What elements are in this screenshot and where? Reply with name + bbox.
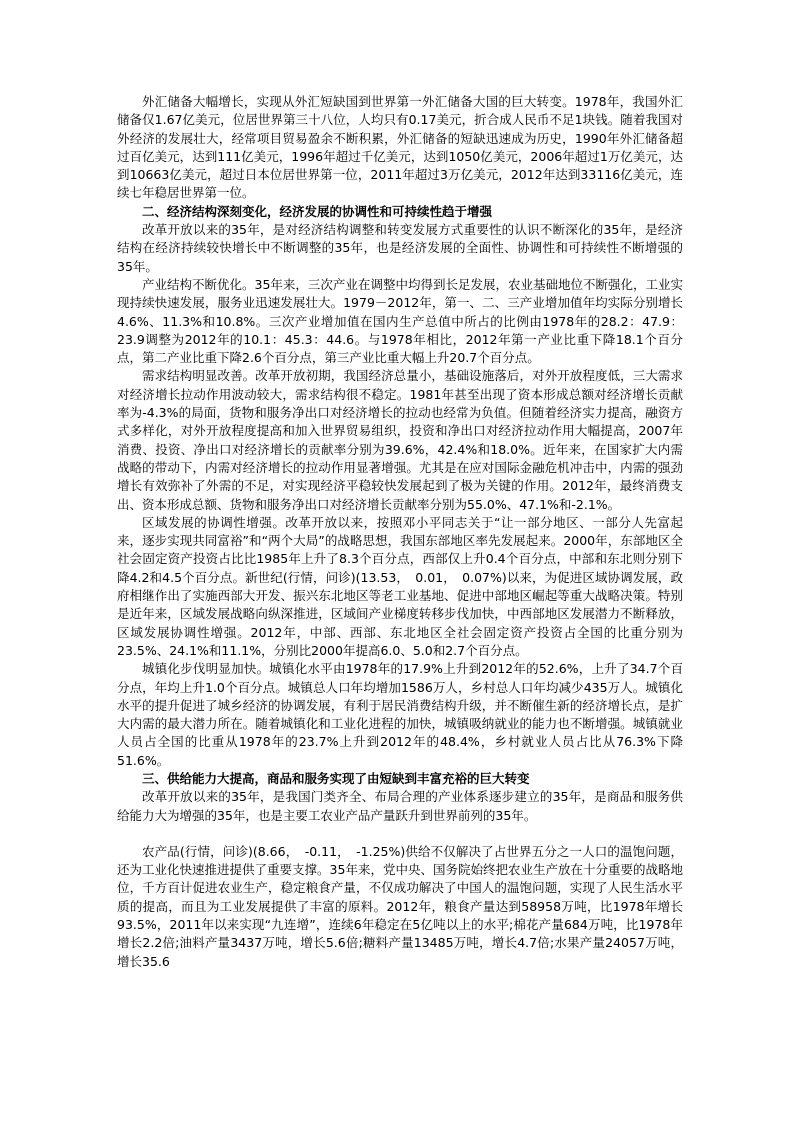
- paragraph-agricultural-products: 农产品(行情，问诊)(8.66， -0.11， -1.25%)供给不仅解决了占世界五分之一人口的温饱问题，还为工业化快速推进提供了重要支撑。35年来，党中央、国务院始终把农业生产放在十分重要的战略地位，千方百计促进农业生产，稳定粮食产量，不仅成功解决了中国人的温饱问题，实现了人民生活水平质的提高，而且为工业发展提供了丰富的原料。2012年，粮食产量达到58958万吨，比1978年增长93.5%，2011年以来实现“九连增”，连续6年稳定在5亿吨以上的水平;棉花产量684万吨，比1978年增长2.2倍;油料产量3437万吨，增长5.6倍;糖料产量13485万吨，增长4.7倍;水果产量24057万吨，增长35.6: [117, 843, 683, 969]
- paragraph-urbanization: 城镇化步伐明显加快。城镇化水平由1978年的17.9%上升到2012年的52.6%，上升了34.7个百分点，年均上升1.0个百分点。城镇总人口年均增加1586万人，乡村总人口年均减少435万人。城镇化水平的提升促进了城乡经济的协调发展，有利于居民消费结构升级，并不断催生新的经济增长点，是扩大内需的最大潜力所在。随着城镇化和工业化进程的加快，城镇吸纳就业的能力也不断增强。城镇就业人员占全国的比重从1978年的23.7%上升到2012年的48.4%，乡村就业人员占比从76.3%下降51.6%。: [117, 661, 683, 768]
- paragraph-demand-structure: 需求结构明显改善。改革开放初期，我国经济总量小，基础设施落后，对外开放程度低，三大需求对经济增长拉动作用波动较大，需求结构很不稳定。1981年甚至出现了资本形成总额对经济增长贡献率为-4.3%的局面，货物和服务净出口对经济增长的拉动也经常为负值。但随着经济实力提高，融资方式多样化，对外开放程度提高和加入世界贸易组织，投资和净出口对经济拉动作用大幅提高，2007年消费、投资、净出口对经济增长的贡献率分别为39.6%，42.4%和18.0%。近年来，在国家扩大内需战略的带动下，内需对经济增长的拉动作用显著增强。尤其是在应对国际金融危机冲击中，内需的强劲增长有效弥补了外需的不足，对实现经济平稳较快发展起到了极为关键的作用。2012年，最终消费支出、资本形成总额、货物和服务净出口对经济增长贡献率分别为55.0%、47.1%和-2.1%。: [117, 368, 683, 512]
- paragraph-forex-reserves: 外汇储备大幅增长，实现从外汇短缺国到世界第一外汇储备大国的巨大转变。1978年，我国外汇储备仅1.67亿美元，位居世界第三十八位，人均只有0.17美元，折合成人民币不足1块钱。随着我国对外经济的发展壮大，经常项目贸易盈余不断积累，外汇储备的短缺迅速成为历史，1990年外汇储备超过百亿美元，达到111亿美元，1996年超过千亿美元，达到1050亿美元，2006年超过1万亿美元，达到10663亿美元，超过日本位居世界第一位，2011年超过3万亿美元，2012年达到33116亿美元，连续七年稳居世界第一位。: [117, 94, 683, 201]
- section-heading-supply-capacity: 三、供给能力大提高，商品和服务实现了由短缺到丰富充裕的巨大转变: [142, 770, 530, 786]
- paragraph-spacer: [117, 825, 683, 843]
- document-page: [117, 93, 683, 971]
- paragraph-structure-intro: 改革开放以来的35年，是对经济结构调整和转变发展方式重要性的认识不断深化的35年，是经济结构在经济持续较快增长中不断调整的35年，也是经济发展的全面性、协调性和可持续性不断增强的35年。: [117, 222, 683, 274]
- paragraph-industrial-structure: 产业结构不断优化。35年来，三次产业在调整中均得到长足发展，农业基础地位不断强化，工业实现持续快速发展，服务业迅速发展壮大。1979－2012年，第一、二、三产业增加值年均实际分别增长4.6%、11.3%和10.8%。三次产业增加值在国内生产总值中所占的比例由1978年的28.2：47.9：23.9调整为2012年的10.1：45.3：44.6。与1978年相比，2012年第一产业比重下降18.1个百分点，第二产业比重下降2.6个百分点，第三产业比重大幅上升20.7个百分点。: [117, 276, 683, 366]
- paragraph-supply-intro: 改革开放以来的35年，是我国门类齐全、布局合理的产业体系逐步建立的35年，是商品和服务供给能力大为增强的35年，也是主要工农业产品产量跃升到世界前列的35年。: [117, 789, 683, 823]
- section-heading-economic-structure: 二、经济结构深刻变化，经济发展的协调性和可持续性趋于增强: [142, 203, 493, 219]
- paragraph-regional-development: 区域发展的协调性增强。改革开放以来，按照邓小平同志关于“让一部分地区、一部分人先富起来，逐步实现共同富裕”和“两个大局”的战略思想，我国东部地区率先发展起来。2000年，东部地区全社会固定资产投资占比比1985年上升了8.3个百分点，西部仅上升0.4个百分点，中部和东北则分别下降4.2和4.5个百分点。新世纪(行情，问诊)(13.53， 0.01， 0.07%)以来，为促进区域协调发展，政府相继作出了实施西部大开发、振兴东北地区等老工业基地、促进中部地区崛起等重大战略决策。特别是近年来，区域发展战略向纵深推进，区域间产业梯度转移步伐加快，中西部地区发展潜力不断释放，区域发展协调性增强。2012年，中部、西部、东北地区全社会固定资产投资占全国的比重分别为23.5%、24.1%和11.1%，分别比2000年提高6.0、5.0和2.7个百分点。: [117, 514, 683, 658]
